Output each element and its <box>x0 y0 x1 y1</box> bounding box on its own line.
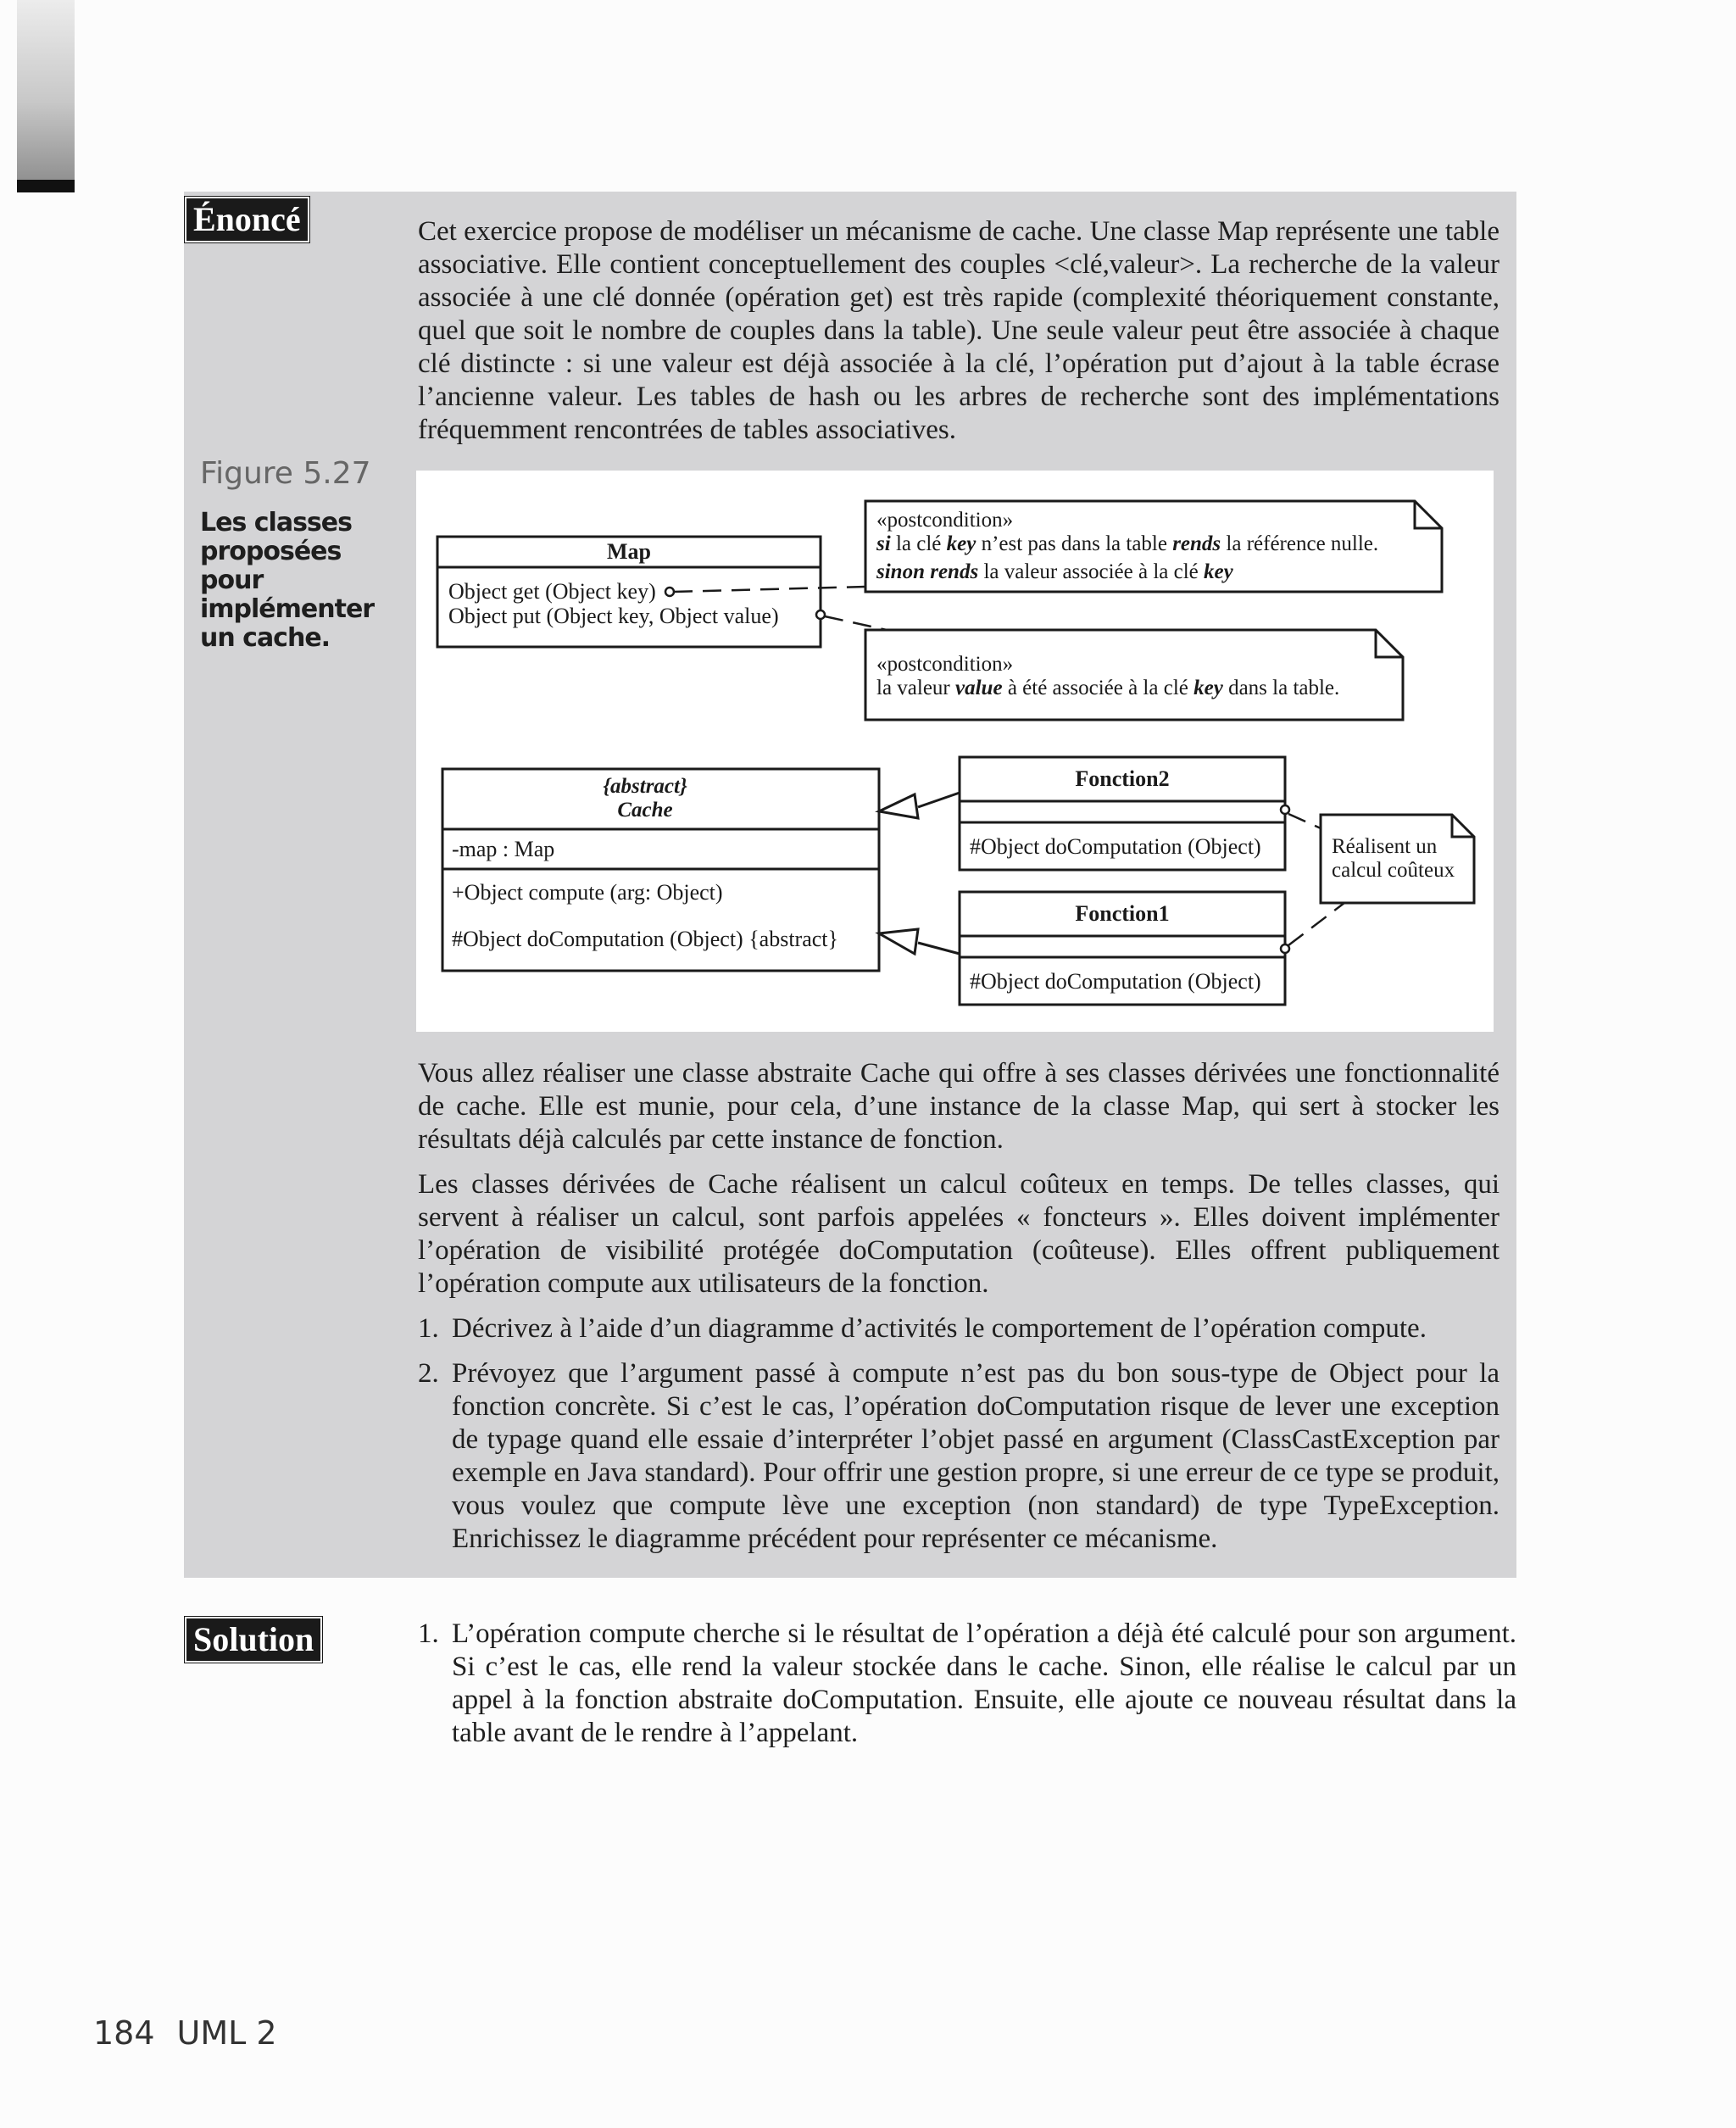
map-op-get: Object get (Object key) <box>448 579 656 604</box>
figure-caption: Les classes proposées pour implémenter un cache. <box>200 508 375 653</box>
questions-block <box>418 1057 1500 1568</box>
enonce-label: Énoncé <box>185 197 309 242</box>
fonction1-operation: #Object doComputation (Object) <box>970 969 1261 994</box>
questions-list <box>418 1312 1500 1556</box>
uml-class-diagram <box>416 471 1494 1032</box>
solution-item <box>418 1618 1516 1750</box>
fonction1-class-name: Fonction1 <box>1075 901 1170 926</box>
solution-list <box>418 1618 1516 1750</box>
page-number: 184 <box>93 2014 155 2052</box>
cache-class-name: Cache <box>617 799 673 822</box>
map-class-name: Map <box>607 539 651 564</box>
figure-number: Figure 5.27 <box>200 456 371 491</box>
uml-svg <box>416 471 1494 1032</box>
cache-attribute: -map : Map <box>452 837 555 861</box>
intro-text: Cet exercice propose de modéliser un mécanisme de cache. Une classe Map représente une table associative. Elle contient conceptuellement des couples <clé,valeur>. La recherche de la valeur associée à une clé donnée (opération get) est très rapide (complexité théoriquement constante, quel que soit le nombre de couples dans la table). Une seule valeur peut être associée à chaque clé distincte : si une valeur est déjà associée à la clé, l’opération put d’ajout à la table écrase l’ancienne valeur. Les tables de hash ou les arbres de recherche sont des implémentations fréquemment rencontrées de tables associatives. <box>418 216 1500 445</box>
solution-text: L’opération compute cherche si le résultat de l’opération a déjà été calculé pour son argument. Si c’est le cas, elle rend la valeur stockée dans le cache. Sinon, elle réalise le calcul par un appel à la fonction abstraite doComputation. Ensuite, elle ajoute ce nouveau résultat dans la table avant de le rendre à l’appelant. <box>452 1618 1516 1748</box>
note-cost-line1: Réalisent un <box>1332 835 1438 858</box>
question-text: Décrivez à l’aide d’un diagramme d’activités le comportement de l’opération compute. <box>452 1313 1427 1344</box>
cache-stereotype: {abstract} <box>603 775 687 798</box>
intro-paragraph <box>418 215 1500 459</box>
page-edge-tab <box>17 0 75 185</box>
note-get-line1: si la clé key n’est pas dans la table rends la référence nulle. <box>876 532 1379 555</box>
note-cost-line2: calcul coûteux <box>1332 859 1455 882</box>
question-item <box>418 1312 1500 1345</box>
page-edge-bar <box>17 180 75 192</box>
solution-number: 1. <box>418 1618 439 1649</box>
question-item <box>418 1357 1500 1556</box>
note-get-stereotype: «postcondition» <box>876 509 1014 532</box>
solution-label: Solution <box>185 1617 322 1663</box>
cache-op-compute: +Object compute (arg: Object) <box>452 880 723 905</box>
question-number: 1. <box>418 1313 439 1344</box>
note-put-line1: la valeur value à été associée à la clé key dans la table. <box>876 677 1340 699</box>
cache-op-docomputation: #Object doComputation (Object) {abstract} <box>452 927 839 951</box>
page-footer <box>93 2014 277 2052</box>
question-number: 2. <box>418 1358 439 1389</box>
note-put-stereotype: «postcondition» <box>876 653 1014 676</box>
question-text: Prévoyez que l’argument passé à compute n’est pas du bon sous-type de Object pour la fonction concrète. Si c’est le cas, l’opération doComputation risque de lever une exception de typage quand elle essaie d’interpréter l’objet passé en argument (ClassCastException par exemple en Java standard). Pour offrir une gestion propre, si une erreur de ce type se produit, vous voulez que compute lève une exception (non standard) de type TypeException. Enrichissez le diagramme précédent pour représenter ce mécanisme. <box>452 1358 1500 1554</box>
paragraph-2: Vous allez réaliser une classe abstraite Cache qui offre à ses classes dérivées une fonctionnalité de cache. Elle est munie, pour cela, d’une instance de la classe Map, qui sert à stocker les résultats déjà calculés par cette instance de fonction. <box>418 1058 1500 1155</box>
solution-block <box>418 1618 1516 1762</box>
fonction2-class-name: Fonction2 <box>1075 766 1170 791</box>
note-get-line2: sinon rends la valeur associée à la clé key <box>876 560 1233 583</box>
map-op-put: Object put (Object key, Object value) <box>448 604 779 628</box>
fonction2-operation: #Object doComputation (Object) <box>970 834 1261 859</box>
paragraph-3: Les classes dérivées de Cache réalisent un calcul coûteux en temps. De telles classes, qui servent à réaliser un calcul, sont parfois appelées « foncteurs ». Elles doivent implémenter l’opération de visibilité protégée doComputation (coûteuse). Elles offrent publiquement l’opération compute aux utilisateurs de la fonction. <box>418 1169 1500 1299</box>
book-title: UML 2 <box>176 2014 277 2052</box>
